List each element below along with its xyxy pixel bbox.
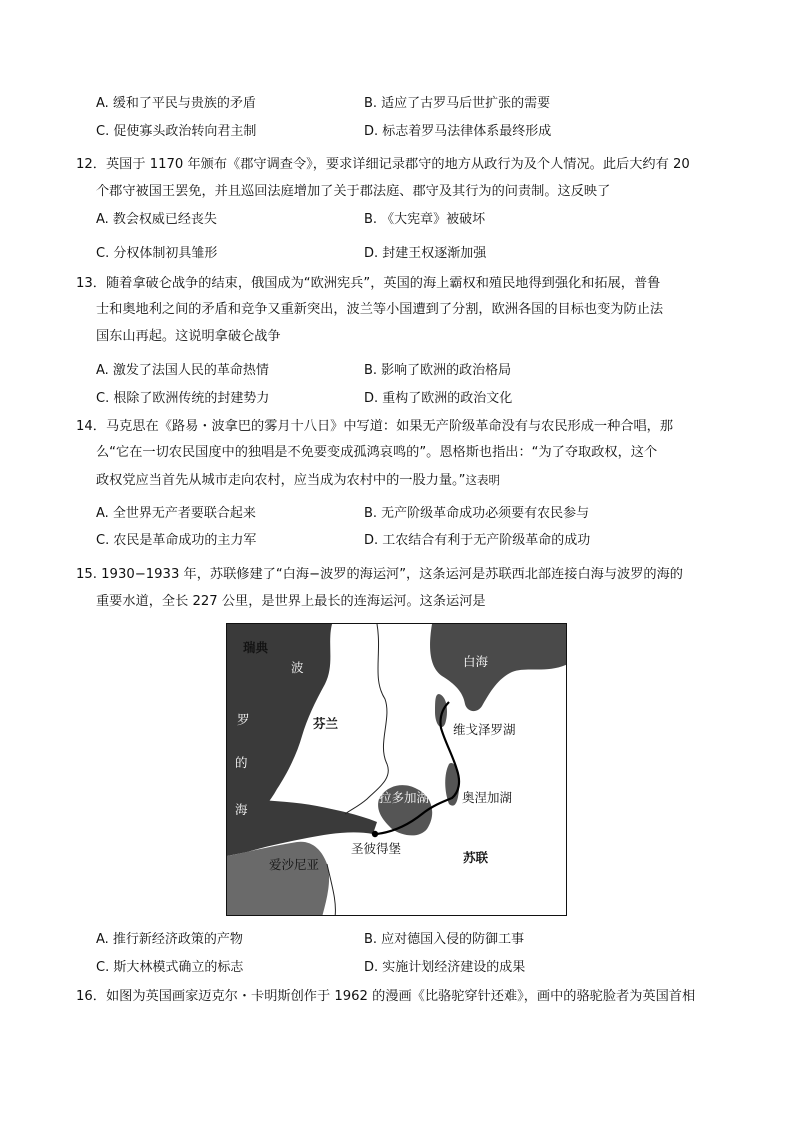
q13-option-c: C. 根除了欧洲传统的封建势力 xyxy=(96,391,270,406)
q11-option-d: D. 标志着罗马法律体系最终形成 xyxy=(364,124,552,139)
q15-option-a: A. 推行新经济政策的产物 xyxy=(96,932,243,947)
map-label-white-sea: 白海 xyxy=(463,654,489,669)
q14-option-b: B. 无产阶级革命成功必须要有农民参与 xyxy=(364,506,590,521)
map-label-baltic-3: 的 xyxy=(235,755,248,770)
white-sea-shape xyxy=(430,624,567,711)
map-label-ladoga: 拉多加湖 xyxy=(379,790,430,805)
q15-option-c: C. 斯大林模式确立的标志 xyxy=(96,960,244,975)
q11-option-a: A. 缓和了平民与贵族的矛盾 xyxy=(96,96,256,111)
estonia-land-shape xyxy=(227,842,329,916)
q13-option-a: A. 激发了法国人民的革命热情 xyxy=(96,363,269,378)
q13-stem-line-1: 13．随着拿破仑战争的结束，俄国成为“欧洲宪兵”，英国的海上霸权和殖民地得到强化和拓展，普鲁 xyxy=(76,276,661,291)
map-label-baltic-2: 罗 xyxy=(237,712,250,727)
map-label-vygozero: 维戈泽罗湖 xyxy=(453,722,516,737)
map-label-baltic-1: 波 xyxy=(291,660,304,675)
q14-option-c: C. 农民是革命成功的主力军 xyxy=(96,533,257,548)
canal-map-graphic xyxy=(227,624,567,916)
map-label-onega: 奥涅加湖 xyxy=(462,790,513,805)
map-label-sweden: 瑞典 xyxy=(243,640,269,655)
q16-stem-line-1: 16．如图为英国画家迈克尔・卡明斯创作于 1962 的漫画《比骆驼穿针还难》，画中的骆驼脸者为英国首相 xyxy=(76,989,696,1004)
q12-option-b: B. 《大宪章》被破坏 xyxy=(364,212,486,227)
q14-option-a: A. 全世界无产者要联合起来 xyxy=(96,506,256,521)
q13-stem-line-2: 士和奥地利之间的矛盾和竞争又重新突出，波兰等小国遭到了分割，欧洲各国的目标也变为防止法 xyxy=(96,302,664,317)
q15-option-d: D. 实施计划经济建设的成果 xyxy=(364,960,526,975)
q14-stem-line-2: 么“它在一切农民国度中的独唱是不免要变成孤鸿哀鸣的”。恩格斯也指出：“为了夺取政权，这个 xyxy=(96,445,658,460)
finland-border-line xyxy=(345,624,388,814)
q15-stem-line-2: 重要水道，全长 227 公里，是世界上最长的连海运河。这条运河是 xyxy=(96,594,486,609)
q12-stem-line-2: 个郡守被国王罢免，并且巡回法庭增加了关于郡法庭、郡守及其行为的问责制。这反映了 xyxy=(96,184,611,199)
q15-stem-line-1: 15. 1930−1933 年，苏联修建了“白海−波罗的海运河”，这条运河是苏联西北部连接白海与波罗的海的 xyxy=(76,567,683,582)
q14-stem-line-3-text: 政权党应当首先从城市走向农村，应当成为农村中的一股力量。” xyxy=(96,473,466,488)
map-label-ussr: 苏联 xyxy=(463,850,489,865)
q11-option-c: C. 促使寡头政治转向君主制 xyxy=(96,124,257,139)
map-label-st-petersburg: 圣彼得堡 xyxy=(351,841,402,856)
map-label-estonia: 爱沙尼亚 xyxy=(269,857,320,872)
q15-option-b: B. 应对德国入侵的防御工事 xyxy=(364,932,525,947)
q14-option-d: D. 工农结合有利于无产阶级革命的成功 xyxy=(364,533,591,548)
st-petersburg-marker xyxy=(372,831,378,837)
q14-stem-tail: 这表明 xyxy=(465,473,500,487)
q12-stem-line-1: 12．英国于 1170 年颁布《郡守调查令》，要求详细记录郡守的地方从政行为及个人情况。此后大约有 20 xyxy=(76,157,690,172)
q12-option-c: C. 分权体制初具雏形 xyxy=(96,246,218,261)
map-label-baltic-4: 海 xyxy=(235,802,248,817)
q14-stem-line-3 xyxy=(96,471,500,490)
q14-stem-line-1: 14．马克思在《路易・波拿巴的雾月十八日》中写道：如果无产阶级革命没有与农民形成一种合唱，那 xyxy=(76,419,674,434)
map-label-finland: 芬兰 xyxy=(313,716,339,731)
canal-map xyxy=(226,623,567,916)
q13-option-b: B. 影响了欧洲的政治格局 xyxy=(364,363,512,378)
q11-option-b: B. 适应了古罗马后世扩张的需要 xyxy=(364,96,551,111)
q12-option-a: A. 教会权威已经丧失 xyxy=(96,212,217,227)
q13-option-d: D. 重构了欧洲的政治文化 xyxy=(364,391,513,406)
q13-stem-line-3: 国东山再起。这说明拿破仑战争 xyxy=(96,329,281,344)
q12-option-d: D. 封建王权逐渐加强 xyxy=(364,246,487,261)
